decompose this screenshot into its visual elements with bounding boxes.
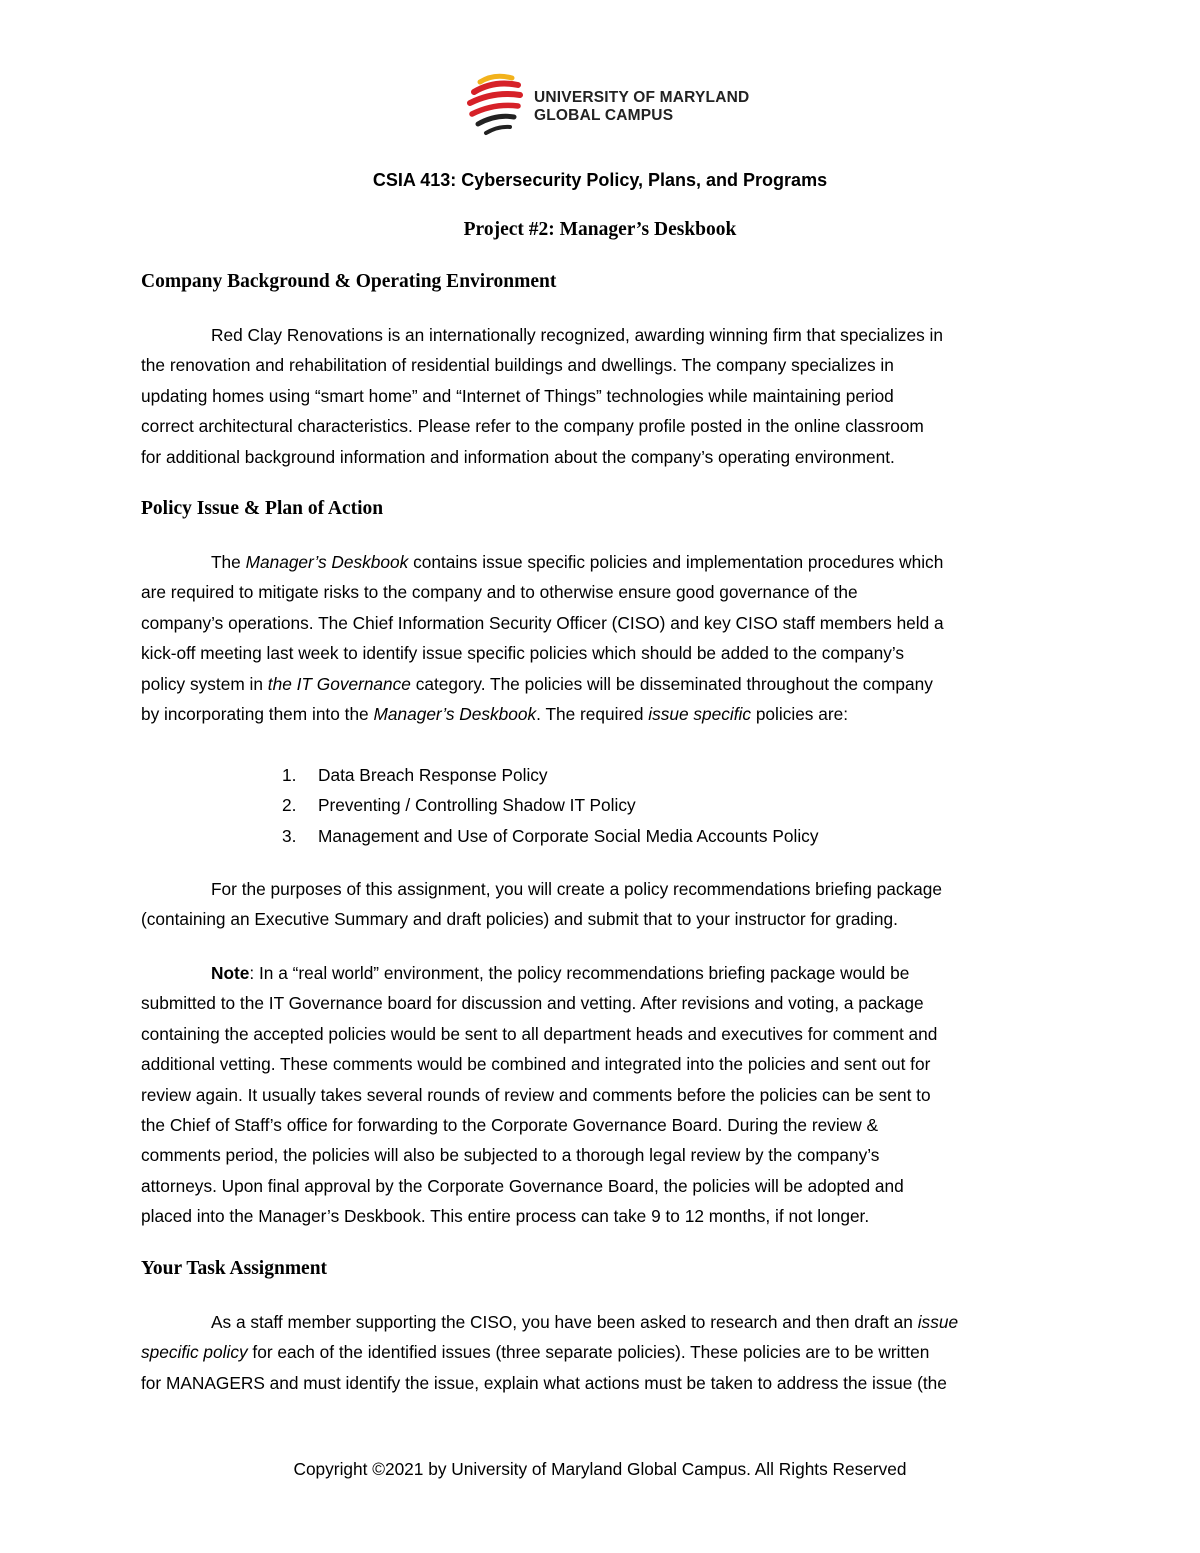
list-item (282, 821, 818, 851)
text-line: for MANAGERS and must identify the issue, explain what actions must be taken to address the issue (the (141, 1372, 947, 1393)
text-run: The (211, 552, 246, 572)
text-line (141, 669, 1057, 699)
text-run: category. The policies will be disseminated throughout the company (410, 673, 933, 694)
text-line: submitted to the IT Governance board for discussion and vetting. After revisions and voting, a package (141, 993, 924, 1014)
text-run: policies are: (751, 704, 849, 725)
logo-line-2: GLOBAL CAMPUS (534, 107, 674, 124)
list-text: Preventing / Controlling Shadow IT Policy (318, 795, 636, 816)
paragraph-company-background (141, 320, 1057, 472)
text-run: . The required (536, 704, 649, 725)
text-run-italic: Manager’s Deskbook (245, 552, 409, 572)
text-run-italic: issue (917, 1312, 959, 1332)
heading-policy-issue: Policy Issue & Plan of Action (141, 498, 384, 519)
course-title: CSIA 413: Cybersecurity Policy, Plans, and Programs (372, 170, 828, 190)
text-line: are required to mitigate risks to the company and to otherwise ensure good governance of the (141, 582, 858, 603)
text-line: updating homes using “smart home” and “Internet of Things” technologies while maintaining period (141, 385, 894, 406)
text-run-italic: the IT Governance (267, 673, 411, 694)
list-text: Data Breach Response Policy (318, 765, 548, 785)
project-title: Project #2: Manager’s Deskbook (463, 219, 737, 240)
text-run: : In a “real world” environment, the policy recommendations briefing package would be (249, 963, 910, 983)
text-line: kick-off meeting last week to identify issue specific policies which should be added to the company’s (141, 643, 905, 664)
logo-wordmark (534, 89, 749, 125)
text-line: the renovation and rehabilitation of residential buildings and dwellings. The company specializes in (141, 355, 894, 376)
policy-list (282, 760, 818, 851)
paragraph-purpose (141, 874, 1057, 935)
text-line: comments period, the policies will also be subjected to a thorough legal review by the company’s (141, 1145, 880, 1166)
text-run-italic: specific policy (141, 1342, 248, 1363)
text-line: attorneys. Upon final approval by the Corporate Governance Board, the policies will be adopted and (141, 1175, 904, 1196)
text-run: contains issue specific policies and implementation procedures which (408, 552, 944, 572)
text-line: placed into the Manager’s Deskbook. This entire process can take 9 to 12 months, if not longer. (141, 1206, 870, 1227)
text-run: by incorporating them into the (141, 704, 374, 725)
list-number: 1. (282, 765, 297, 785)
paragraph-task-assignment (141, 1307, 1057, 1398)
text-line (141, 547, 1057, 577)
text-line (141, 699, 1057, 729)
umgc-logo (466, 72, 766, 142)
text-line: additional vetting. These comments would be combined and integrated into the policies and sent out for (141, 1054, 931, 1075)
list-number: 3. (282, 825, 297, 846)
text-line: company’s operations. The Chief Information Security Officer (CISO) and key CISO staff members held a (141, 612, 944, 633)
text-line: For the purposes of this assignment, you will create a policy recommendations briefing package (211, 879, 942, 899)
text-line (141, 1307, 1057, 1337)
list-text: Management and Use of Corporate Social Media Accounts Policy (318, 825, 819, 846)
note-label: Note (211, 963, 250, 983)
text-line: the Chief of Staff’s office for forwarding to the Corporate Governance Board. During the review & (141, 1115, 879, 1136)
text-run-italic: Manager’s Deskbook (373, 704, 537, 725)
text-run: As a staff member supporting the CISO, you have been asked to research and then draft an (211, 1312, 918, 1332)
copyright-footer: Copyright ©2021 by University of Maryland Global Campus. All Rights Reserved (293, 1459, 907, 1479)
text-line (141, 1337, 1057, 1367)
text-line: (containing an Executive Summary and draft policies) and submit that to your instructor for grading. (141, 909, 898, 930)
list-number: 2. (282, 795, 297, 816)
text-line: correct architectural characteristics. Please refer to the company profile posted in the online classroom (141, 416, 924, 437)
paragraph-policy-issue (141, 547, 1057, 729)
list-item (282, 760, 818, 790)
logo-line-1: UNIVERSITY OF MARYLAND (534, 89, 750, 106)
text-line: review again. It usually takes several rounds of review and comments before the policies can be sent to (141, 1084, 931, 1105)
paragraph-note (141, 958, 1057, 1232)
list-item (282, 790, 818, 820)
text-line: containing the accepted policies would be sent to all department heads and executives for comment and (141, 1023, 938, 1044)
text-line: Red Clay Renovations is an internationally recognized, awarding winning firm that specializes in (211, 325, 943, 345)
text-run: for each of the identified issues (three separate policies). These policies are to be written (247, 1342, 930, 1363)
heading-company-background: Company Background & Operating Environment (141, 271, 557, 292)
umgc-logo-mark-icon (466, 72, 526, 138)
text-line (141, 958, 1057, 988)
heading-task-assignment: Your Task Assignment (141, 1258, 328, 1279)
text-line: for additional background information and information about the company’s operating environment. (141, 446, 895, 467)
text-run: policy system in (141, 673, 268, 694)
text-run-italic: issue specific (648, 704, 752, 725)
